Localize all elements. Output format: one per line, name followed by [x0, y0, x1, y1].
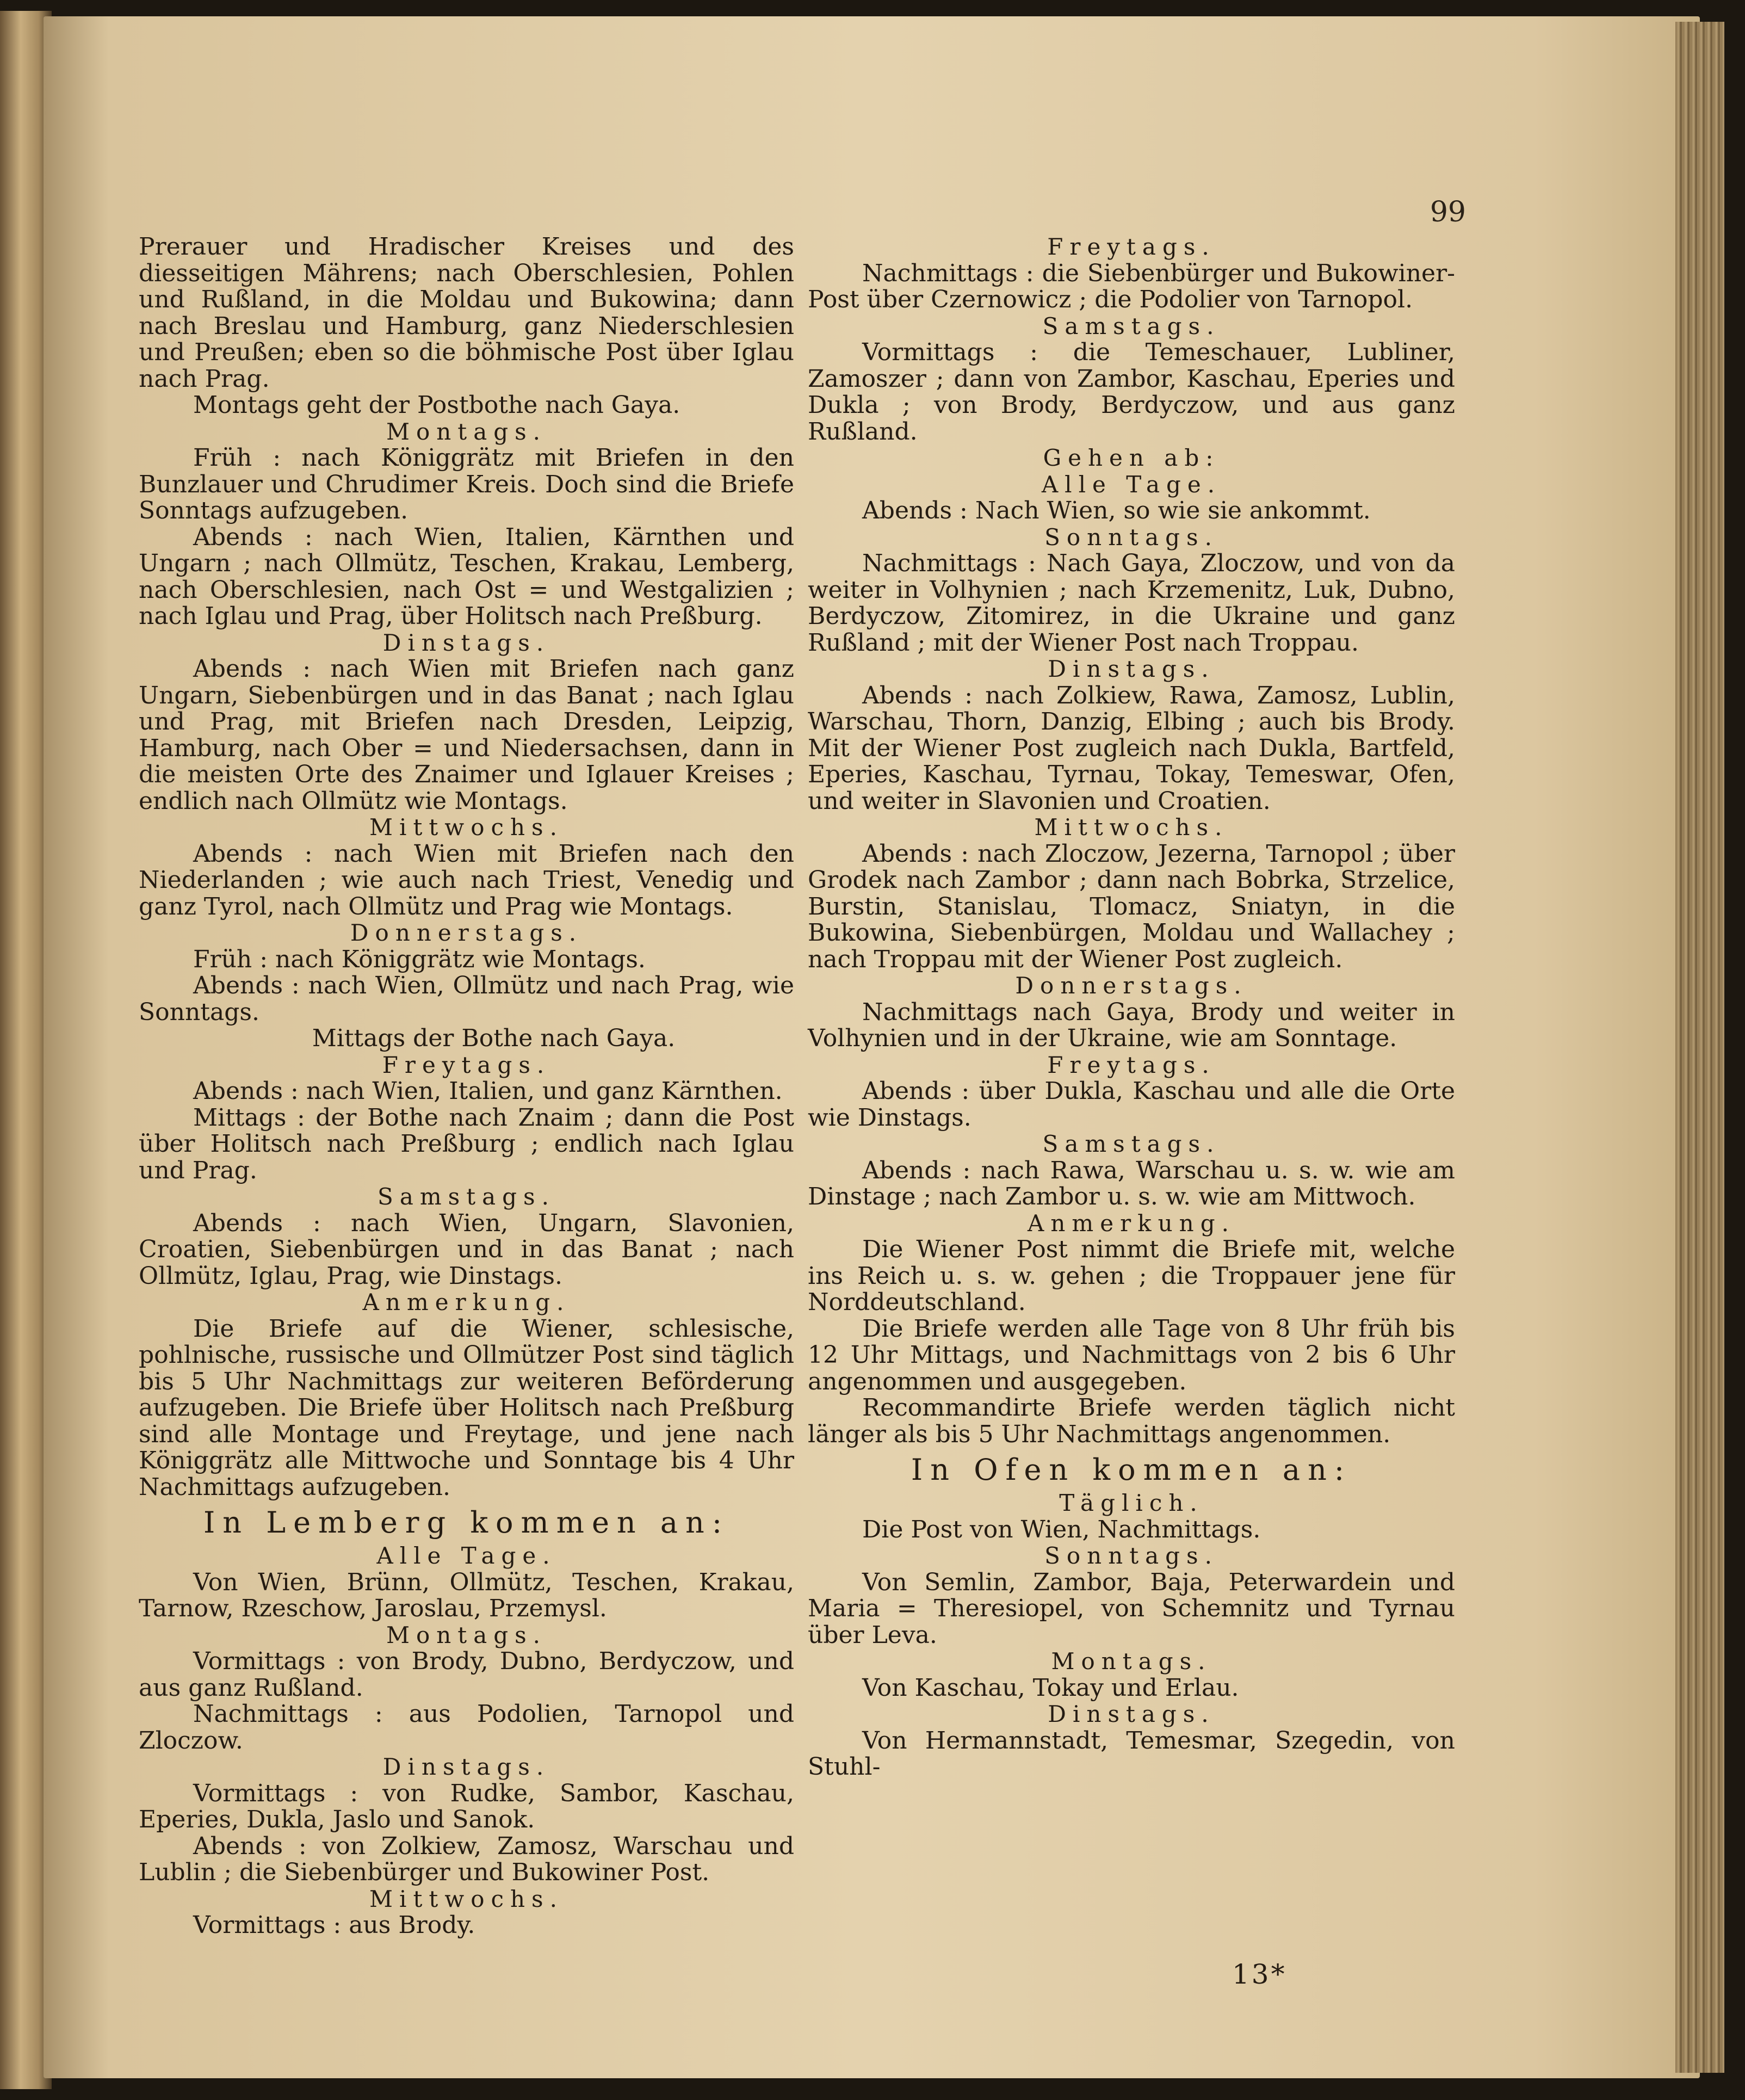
right-paragraph: Die Post von Wien, Nachmittags. [862, 1515, 1261, 1543]
left-paragraph: Die Briefe auf die Wiener, schlesische, pohlnische, russische und Ollmützer Post sind täglich bis 5 Uhr Nachmittags zur weiteren Beförderung aufzugeben. Die Briefe über Holitsch nach Preßburg sind alle Montage und Freytage, und jene nach Königgrätz alle Mittwoche und Sonntage bis 4 Uhr Nachmittags aufzugeben. [139, 1314, 794, 1501]
left-day-heading: Dinstags. [382, 1753, 550, 1780]
left-column [139, 234, 794, 1939]
right-paragraph: Abends : über Dukla, Kaschau und alle die Orte wie Dinstags. [808, 1077, 1455, 1132]
right-paragraph: Von Hermannstadt, Temesmar, Szegedin, von Stuhl- [808, 1726, 1455, 1781]
left-paragraph: Abends : nach Wien, Ungarn, Slavonien, Croatien, Siebenbürgen und in das Banat ; nach Ollmütz, Iglau, Prag, wie Dinstags. [139, 1209, 794, 1290]
right-day-heading: Freytags. [1047, 1051, 1216, 1078]
right-section-heading: In Ofen kommen an: [911, 1453, 1352, 1487]
left-paragraph: Abends : nach Wien, Italien, und ganz Kärnthen. [193, 1077, 783, 1105]
left-day-heading: Freytags. [382, 1051, 551, 1078]
right-day-heading: Täglich. [1059, 1490, 1204, 1516]
left-paragraph: Abends : nach Wien mit Briefen nach ganz Ungarn, Siebenbürgen und in das Banat ; nach Iglau und Prag, mit Briefen nach Dresden, Leipzig, Hamburg, nach Ober = und Niedersachsen, dann in die meisten Orte des Znaimer und Iglauer Kreises ; endlich nach Ollmütz wie Montags. [139, 655, 794, 815]
right-paragraph: Recommandirte Briefe werden täglich nicht länger als bis 5 Uhr Nachmittags angenommen. [808, 1394, 1455, 1448]
left-paragraph: Abends : nach Wien mit Briefen nach den Niederlanden ; wie auch nach Triest, Venedig und ganz Tyrol, nach Ollmütz und Prag wie Montags. [139, 839, 794, 921]
right-paragraph: Nachmittags : die Siebenbürger und Bukowiner-Post über Czernowicz ; die Podolier von Tarnopol. [808, 259, 1455, 313]
left-paragraph: Früh : nach Königgrätz mit Briefen in den Bunzlauer und Chrudimer Kreis. Doch sind die Briefe Sonntags aufzugeben. [139, 444, 794, 524]
right-paragraph: Die Wiener Post nimmt die Briefe mit, welche ins Reich u. s. w. gehen ; die Troppauer jene für Norddeutschland. [808, 1236, 1455, 1316]
left-paragraph: Abends : von Zolkiew, Zamosz, Warschau und Lublin ; die Siebenbürger und Bukowiner Post. [139, 1832, 794, 1886]
right-day-heading: Dinstags. [1048, 1701, 1215, 1727]
left-day-heading: Anmerkung. [362, 1289, 571, 1315]
right-day-heading: Sonntags. [1044, 1542, 1218, 1569]
left-section-heading: In Lemberg kommen an: [203, 1505, 730, 1540]
left-paragraph: Nachmittags : aus Podolien, Tarnopol und Zloczow. [139, 1700, 794, 1755]
left-paragraph: Vormittags : von Rudke, Sambor, Kaschau, Eperies, Dukla, Jaslo und Sanok. [139, 1779, 794, 1833]
left-day-heading: Alle Tage. [376, 1542, 556, 1569]
left-day-heading: Donnerstags. [350, 919, 583, 946]
right-day-heading: Montags. [1051, 1648, 1212, 1675]
right-paragraph: Vormittags : die Temeschauer, Lubliner, Zamoszer ; dann von Zambor, Kaschau, Eperies und Dukla ; von Brody, Berdyczow, und aus ganz Rußland. [808, 338, 1455, 446]
left-centered-line: Mittags der Bothe nach Gaya. [312, 1024, 676, 1052]
right-paragraph: Nachmittags nach Gaya, Brody und weiter in Volhynien und in der Ukraine, wie am Sonntage. [808, 998, 1455, 1052]
left-day-heading: Dinstags. [382, 629, 550, 656]
left-day-heading: Samstags. [378, 1183, 555, 1210]
left-day-heading: Montags. [386, 418, 547, 445]
left-paragraph: Von Wien, Brünn, Ollmütz, Teschen, Krakau, Tarnow, Rzeschow, Jaroslau, Przemysl. [139, 1568, 794, 1622]
signature-mark: 13* [1232, 1959, 1287, 1990]
page-block-edge [1675, 22, 1724, 2073]
right-day-heading: Samstags. [1042, 1131, 1221, 1157]
left-paragraph: Vormittags : von Brody, Dubno, Berdyczow, und aus ganz Rußland. [139, 1647, 794, 1702]
right-paragraph: Von Semlin, Zambor, Baja, Peterwardein und Maria = Theresiopel, von Schemnitz und Tyrnau über Leva. [808, 1568, 1455, 1649]
right-paragraph: Abends : nach Zolkiew, Rawa, Zamosz, Lublin, Warschau, Thorn, Danzig, Elbing ; auch bis Brody. Mit der Wiener Post zugleich nach Dukla, Bartfeld, Eperies, Kaschau, Tyrnau, Tokay, Temeswar, Ofen, und weiter in Slavonien und Croatien. [808, 681, 1455, 815]
right-day-heading: Sonntags. [1044, 523, 1218, 551]
right-paragraph: Abends : Nach Wien, so wie sie ankommt. [862, 497, 1371, 524]
right-paragraph: Von Kaschau, Tokay und Erlau. [862, 1673, 1239, 1702]
right-paragraph: Abends : nach Zloczow, Jezerna, Tarnopol ; über Grodek nach Zambor ; dann nach Bobrka, Strzelice, Burstin, Stanislau, Tlomacz, Sniatyn, in die Bukowina, Siebenbürgen, Moldau und Wallachey ; nach Troppau mit der Wiener Post zugleich. [808, 839, 1455, 973]
left-paragraph: Montags geht der Postbothe nach Gaya. [193, 391, 680, 419]
right-day-heading: Samstags. [1042, 312, 1221, 339]
right-day-heading: Dinstags. [1048, 656, 1215, 682]
right-day-heading: Anmerkung. [1028, 1209, 1235, 1237]
right-paragraph: Abends : nach Rawa, Warschau u. s. w. wie am Dinstage ; nach Zambor u. s. w. wie am Mittwoch. [808, 1156, 1455, 1210]
page-number: 99 [1430, 196, 1466, 228]
left-paragraph: Abends : nach Wien, Ollmütz und nach Prag, wie Sonntags. [139, 972, 794, 1026]
right-day-heading: Gehen ab: [1043, 444, 1220, 471]
left-paragraph: Vormittags : aus Brody. [193, 1911, 475, 1939]
left-paragraph: Früh : nach Königgrätz wie Montags. [193, 945, 646, 973]
left-paragraph: Abends : nach Wien, Italien, Kärnthen und Ungarn ; nach Ollmütz, Teschen, Krakau, Lemberg, nach Oberschlesien, nach Ost = und Westgalizien ; nach Iglau und Prag, über Holitsch nach Preßburg. [139, 523, 794, 630]
left-paragraph: Prerauer und Hradischer Kreises und des diesseitigen Mährens; nach Oberschlesien, Pohlen und Rußland, in die Moldau und Bukowina; dann nach Breslau und Hamburg, ganz Niederschlesien und Preußen; eben so die böhmische Post über Iglau nach Prag. [139, 233, 794, 393]
left-day-heading: Mittwochs. [369, 1885, 564, 1912]
left-paragraph: Mittags : der Bothe nach Znaim ; dann die Post über Holitsch nach Preßburg ; endlich nach Iglau und Prag. [139, 1103, 794, 1184]
right-paragraph: Nachmittags : Nach Gaya, Zloczow, und von da weiter in Volhynien ; nach Krzemenitz, Luk, Dubno, Berdyczow, Zitomirez, in die Ukraine und ganz Rußland ; mit der Wiener Post nach Troppau. [808, 549, 1455, 657]
right-day-heading: Alle Tage. [1041, 471, 1222, 498]
left-day-heading: Mittwochs. [369, 814, 564, 841]
right-paragraph: Die Briefe werden alle Tage von 8 Uhr früh bis 12 Uhr Mittags, und Nachmittags von 2 bis 6 Uhr angenommen und ausgegeben. [808, 1314, 1455, 1395]
right-day-heading: Freytags. [1047, 233, 1216, 260]
right-day-heading: Donnerstags. [1015, 972, 1248, 999]
left-day-heading: Montags. [386, 1621, 547, 1648]
right-day-heading: Mittwochs. [1034, 814, 1229, 841]
right-column [808, 234, 1455, 1781]
